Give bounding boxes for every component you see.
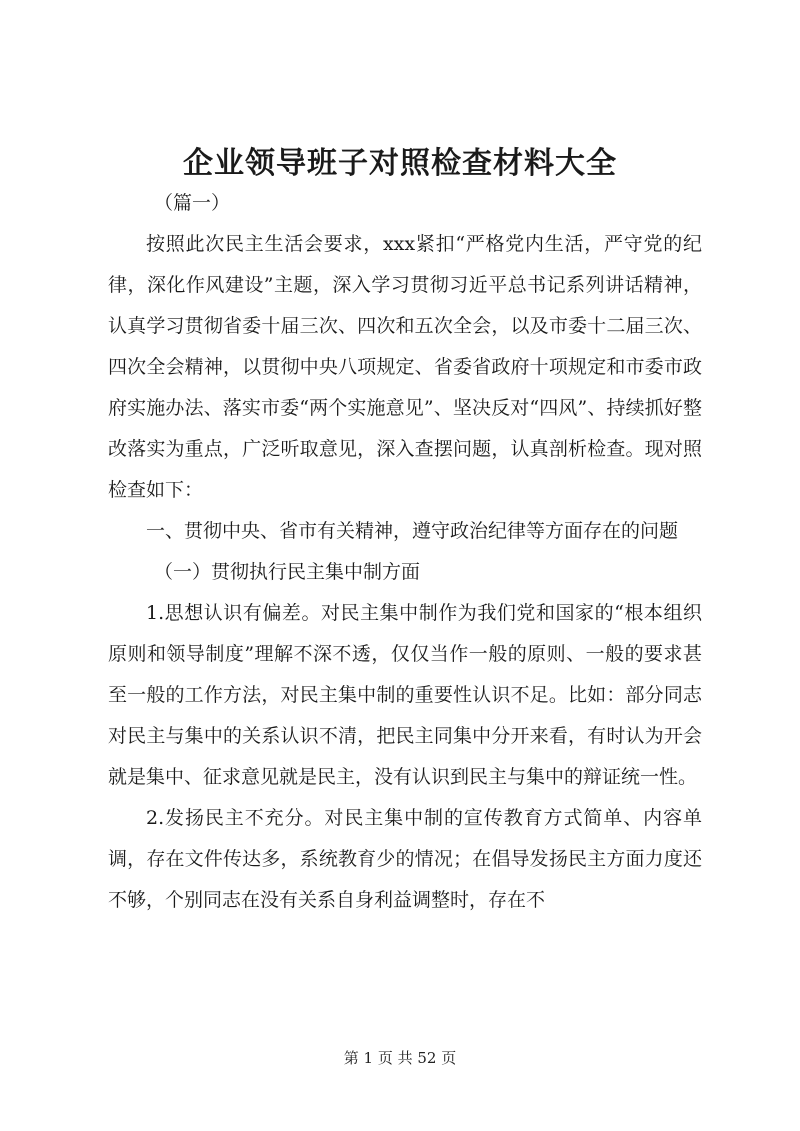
- heading-level-1: 一、贯彻中央、省市有关精神，遵守政治纪律等方面存在的问题: [146, 520, 679, 542]
- paragraph-item-2: 2.发扬民主不充分。对民主集中制的宣传教育方式简单、内容单调，存在文件传达多，系统教育少的情况；在倡导发扬民主方面力度还不够，个别同志在没有关系自身利益调整时，存在不: [108, 807, 702, 911]
- document-body: [108, 183, 702, 921]
- page-footer: 第 1 页 共 52 页: [343, 1049, 457, 1067]
- section-marker: （篇一）: [154, 192, 231, 214]
- document-title: 企业领导班子对照检查材料大全: [183, 146, 617, 181]
- heading-level-2: （一）贯彻执行民主集中制方面: [154, 561, 421, 583]
- paragraph-intro: 按照此次民主生活会要求，xxx紧扣“严格党内生活，严守党的纪律，深化作风建设”主题，深入学习贯彻习近平总书记系列讲话精神，认真学习贯彻省委十届三次、四次和五次全会，以及市委十二届三次、四次全会精神，以贯彻中央八项规定、省委省政府十项规定和市委市政府实施办法、落实市委“两个实施意见”、坚决反对“四风”、持续抓好整改落实为重点，广泛听取意见，深入查摆问题，认真剖析检查。现对照检查如下：: [108, 233, 702, 501]
- paragraph-item-1: 1.思想认识有偏差。对民主集中制作为我们党和国家的“根本组织原则和领导制度”理解不深不透，仅仅当作一般的原则、一般的要求甚至一般的工作方法，对民主集中制的重要性认识不足。比如：部分同志对民主与集中的关系认识不清，把民主同集中分开来看，有时认为开会就是集中、征求意见就是民主，没有认识到民主与集中的辩证统一性。: [108, 602, 702, 788]
